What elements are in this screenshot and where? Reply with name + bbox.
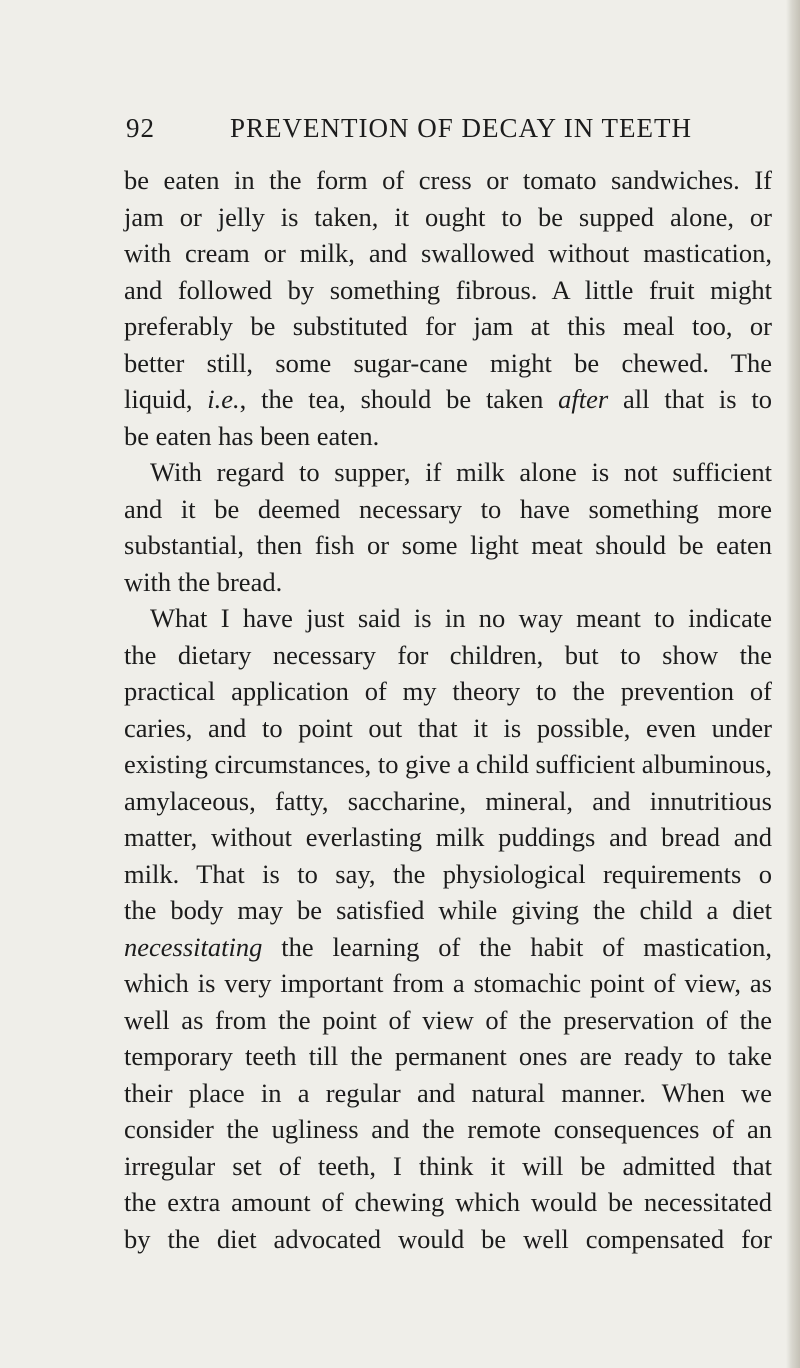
italic-text: after bbox=[558, 384, 609, 414]
text-line: which is very important from a stomachic point of view, as bbox=[124, 968, 772, 998]
text-run: , the tea, should be taken bbox=[239, 384, 559, 414]
text-line: temporary teeth till the permanent ones are ready to take bbox=[124, 1041, 772, 1071]
text-line: consider the ugliness and the remote consequences of an bbox=[124, 1114, 772, 1144]
text-line: amylaceous, fatty, saccharine, mineral, and innutritious bbox=[124, 785, 772, 816]
text-line: preferably be substituted for jam at this meal too, or bbox=[124, 311, 772, 341]
text-run: all that is to bbox=[608, 384, 772, 414]
text-line: with the bread. bbox=[124, 566, 283, 597]
text-line: and it be deemed necessary to have something more bbox=[124, 493, 772, 524]
text-line: the extra amount of chewing which would be necessitated bbox=[124, 1187, 772, 1217]
page-edge-shadow bbox=[786, 0, 800, 1368]
page-number: 92 bbox=[126, 113, 155, 143]
text-line: well as from the point of view of the preservation of the bbox=[124, 1004, 772, 1035]
text-line: With regard to supper, if milk alone is not sufficient bbox=[150, 457, 772, 487]
paragraph bbox=[124, 454, 772, 600]
text-line: practical application of my theory to the prevention of bbox=[124, 676, 772, 706]
text-line: caries, and to point out that it is possible, even under bbox=[124, 712, 772, 743]
text-line: the dietary necessary for children, but to show the bbox=[124, 639, 772, 670]
paragraph bbox=[124, 162, 772, 454]
page-header bbox=[126, 112, 766, 144]
text-line: and followed by something fibrous. A little fruit might bbox=[124, 274, 772, 305]
text-line: substantial, then fish or some light meat should be eaten bbox=[124, 530, 772, 560]
paragraph bbox=[124, 600, 772, 1257]
text-line: by the diet advocated would be well compensated for bbox=[124, 1223, 772, 1254]
text-line: the body may be satisfied while giving the child a diet bbox=[124, 895, 772, 925]
text-line bbox=[124, 929, 772, 966]
italic-text: necessitating bbox=[124, 931, 263, 962]
text-line: better still, some sugar-cane might be chewed. The bbox=[124, 347, 772, 378]
body-text bbox=[124, 162, 772, 1257]
text-line: their place in a regular and natural manner. When we bbox=[124, 1077, 772, 1108]
text-line: irregular set of teeth, I think it will be admitted that bbox=[124, 1150, 772, 1181]
text-line: be eaten in the form of cress or tomato sandwiches. If bbox=[124, 165, 772, 195]
text-line: matter, without everlasting milk puddings and bread and bbox=[124, 822, 772, 852]
text-line: be eaten has been eaten. bbox=[124, 420, 380, 451]
text-line: existing circumstances, to give a child sufficient albuminous, bbox=[124, 749, 772, 779]
text-line bbox=[124, 381, 772, 418]
text-line: milk. That is to say, the physiological requirements o bbox=[124, 858, 772, 889]
text-run: liquid, bbox=[124, 384, 208, 414]
text-line: with cream or milk, and swallowed without mastication, bbox=[124, 238, 772, 268]
running-head: PREVENTION OF DECAY IN TEETH bbox=[230, 113, 692, 143]
text-line: jam or jelly is taken, it ought to be supped alone, or bbox=[124, 201, 772, 232]
text-run: the learning of the habit of mastication, bbox=[262, 931, 772, 962]
italic-text: i.e. bbox=[207, 384, 240, 414]
text-line: What I have just said is in no way meant to indicate bbox=[150, 603, 772, 633]
